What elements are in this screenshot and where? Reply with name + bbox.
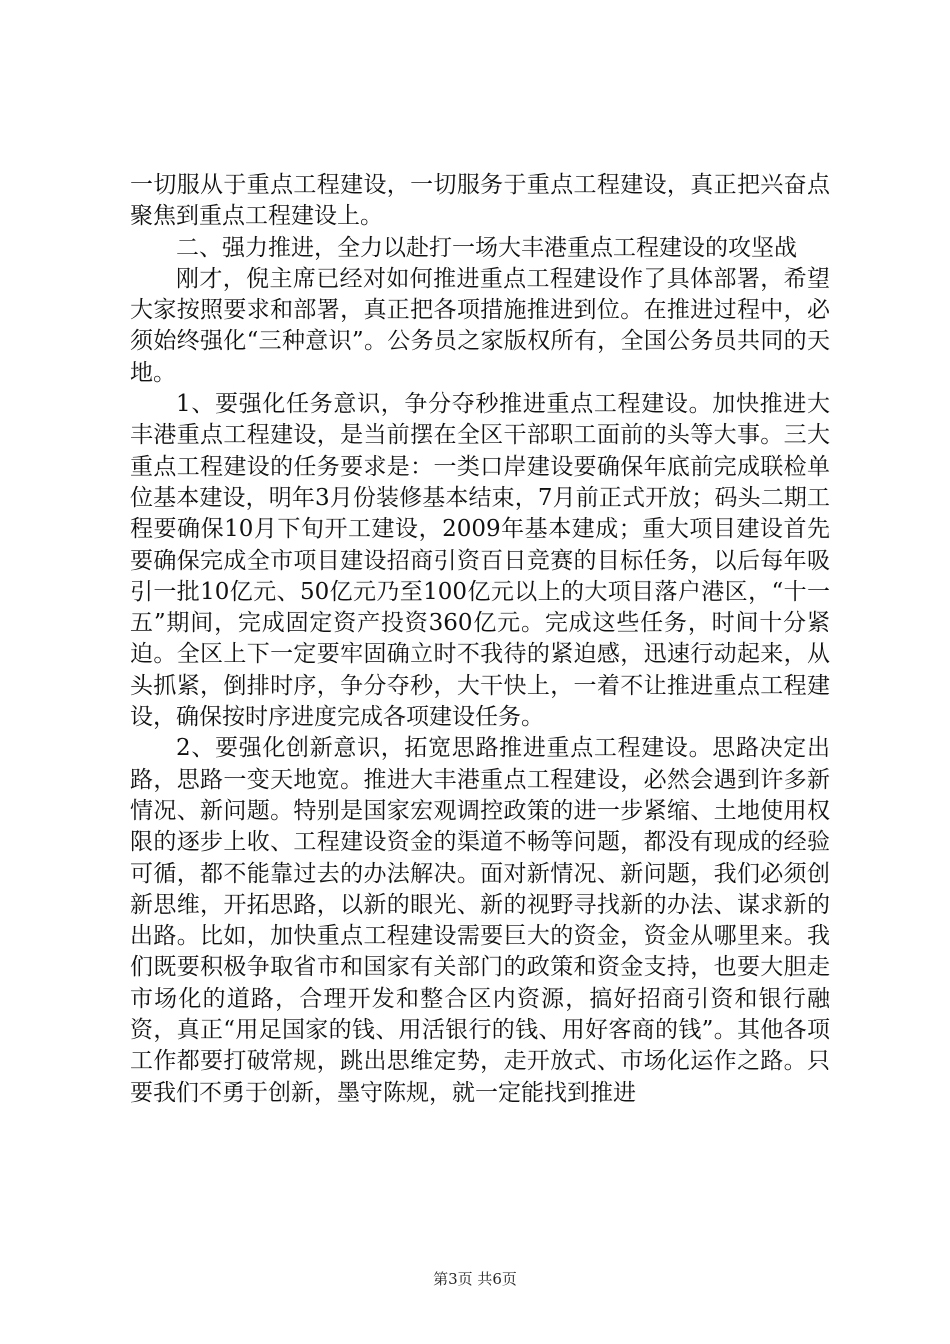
paragraph-3: 刚才，倪主席已经对如何推进重点工程建设作了具体部署，希望大家按照要求和部署，真正把各项措施推进到位。在推进过程中，必须始终强化“三种意识”。公务员之家版权所有，全国公务员共同的天地。 (130, 265, 830, 386)
paragraph-4: 1、要强化任务意识，争分夺秒推进重点工程建设。加快推进大丰港重点工程建设，是当前摆在全区干部职工面前的头等大事。三大重点工程建设的任务要求是：一类口岸建设要确保年底前完成联检单位基本建设，明年3月份装修基本结束，7月前正式开放；码头二期工程要确保10月下旬开工建设，2009年基本建成；重大项目建设首先要确保完成全市项目建设招商引资百日竞赛的目标任务，以后每年吸引一批10亿元、50亿元乃至100亿元以上的大项目落户港区，“十一五”期间，完成固定资产投资360亿元。完成这些任务，时间十分紧迫。全区上下一定要牢固确立时不我待的紧迫感，迅速行动起来，从头抓紧，倒排时序，争分夺秒，大干快上，一着不让推进重点工程建设，确保按时序进度完成各项建设任务。 (130, 391, 830, 731)
paragraph-5: 2、要强化创新意识，拓宽思路推进重点工程建设。思路决定出路，思路一变天地宽。推进大丰港重点工程建设，必然会遇到许多新情况、新问题。特别是国家宏观调控政策的进一步紧缩、土地使用权限的逐步上收、工程建设资金的渠道不畅等问题，都没有现成的经验可循，都不能靠过去的办法解决。面对新情况、新问题，我们必须创新思维，开拓思路，以新的眼光、新的视野寻找新的办法、谋求新的出路。比如，加快重点工程建设需要巨大的资金，资金从哪里来。我们既要积极争取省市和国家有关部门的政策和资金支持，也要大胆走市场化的道路，合理开发和整合区内资源，搞好招商引资和银行融资，真正“用足国家的钱、用活银行的钱、用好客商的钱”。其他各项工作都要打破常规，跳出思维定势，走开放式、市场化运作之路。只要我们不勇于创新，墨守陈规，就一定能找到推进 (130, 735, 830, 1106)
paragraph-1: 一切服从于重点工程建设，一切服务于重点工程建设，真正把兴奋点聚焦到重点工程建设上。 (130, 172, 830, 230)
document-body (130, 170, 830, 1109)
paragraph-2-heading: 二、强力推进，全力以赴打一场大丰港重点工程建设的攻坚战 (176, 234, 797, 261)
page-number-footer: 第3页 共6页 (433, 1270, 517, 1288)
